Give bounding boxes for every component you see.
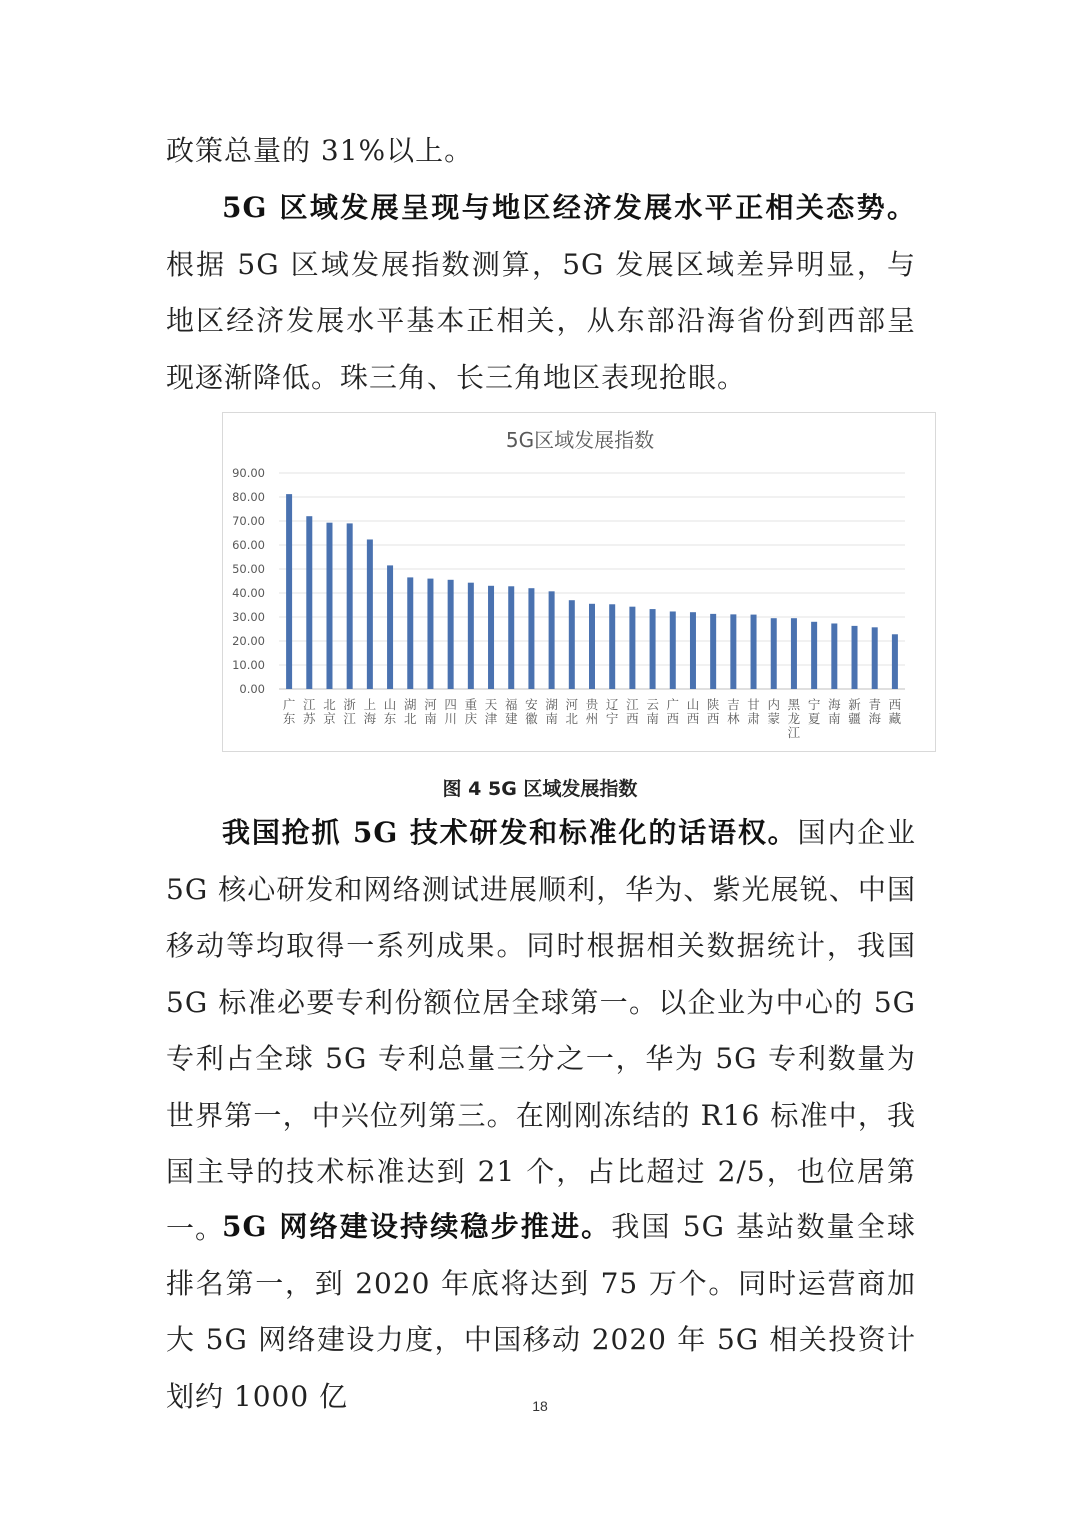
y-tick-label: 10.00 (232, 658, 265, 672)
x-category-label: 宁 (605, 711, 619, 726)
y-tick-label: 90.00 (232, 466, 265, 480)
page-number: 18 (532, 1398, 548, 1414)
x-category-label: 山 (686, 697, 700, 712)
bar-宁夏 (811, 622, 817, 689)
paragraph-2-lead: 5G 区域发展呈现与地区经济发展水平正相关态势。 (222, 191, 916, 224)
x-category-label: 广 (666, 697, 680, 712)
x-category-label: 藏 (888, 711, 902, 726)
x-category-label: 上 (363, 697, 377, 712)
bar-广东 (286, 494, 292, 689)
y-tick-label: 70.00 (232, 514, 265, 528)
chart-figure (222, 412, 936, 752)
x-category-label: 江 (303, 697, 316, 712)
x-category-label: 陕 (706, 697, 720, 712)
paragraph-2-text: 根据 5G 区域发展指数测算，5G 发展区域差异明显，与地区经济发展水平基本正相关，从东部沿海省份到西部呈现逐渐降低。珠三角、长三角地区表现抢眼。 (166, 247, 916, 394)
x-category-label: 辽 (605, 697, 619, 712)
paragraph-4-text: 我国 5G 基站数量全球排名第一，到 2020 年底将达到 75 万个。同时运营商加大 5G 网络建设力度，中国移动 2020 年 5G 相关投资计划约 1000 亿 (166, 1210, 916, 1413)
paragraph-2 (166, 180, 916, 406)
bar-云南 (650, 609, 656, 689)
x-category-label: 福 (504, 697, 518, 712)
paragraph-4-lead: 5G 网络建设持续稳步推进。 (222, 1210, 612, 1243)
bar-山东 (387, 565, 393, 689)
bar-西藏 (892, 634, 898, 689)
bar-四川 (448, 580, 454, 689)
x-category-label: 龙 (787, 711, 801, 726)
x-category-label: 四 (444, 697, 457, 712)
bar-黑龙江 (791, 618, 797, 689)
bar-河南 (427, 579, 433, 689)
x-category-label: 云 (646, 697, 659, 712)
x-category-label: 江 (626, 697, 639, 712)
x-category-label: 河 (565, 697, 579, 712)
x-axis-categories (283, 697, 902, 740)
x-category-label: 东 (282, 711, 296, 726)
bar-江西 (629, 607, 635, 689)
x-category-label: 建 (504, 711, 518, 726)
paragraph-1-text: 政策总量的 31%以上。 (166, 134, 474, 167)
x-category-label: 内 (767, 697, 780, 712)
x-category-label: 湖 (404, 697, 417, 712)
paragraph-3 (166, 805, 916, 1257)
bar-贵州 (589, 604, 595, 689)
x-category-label: 重 (464, 697, 478, 712)
x-category-label: 南 (424, 711, 437, 726)
x-category-label: 蒙 (767, 711, 780, 726)
bar-广西 (670, 611, 676, 689)
x-category-label: 南 (646, 711, 659, 726)
x-category-label: 北 (565, 711, 579, 726)
y-axis-ticks (232, 466, 265, 696)
x-category-label: 肃 (747, 711, 760, 726)
x-category-label: 海 (363, 711, 377, 726)
bar-安徽 (528, 588, 534, 689)
chart-title: 5G区域发展指数 (505, 428, 655, 452)
x-category-label: 海 (868, 711, 881, 726)
x-category-label: 西 (626, 711, 639, 726)
x-category-label: 苏 (303, 711, 316, 726)
x-category-label: 天 (484, 697, 498, 712)
bar-浙江 (347, 523, 353, 689)
x-category-label: 庆 (464, 711, 478, 726)
bar-青海 (872, 627, 878, 689)
x-category-label: 新 (848, 697, 861, 712)
x-category-label: 西 (888, 697, 902, 712)
y-tick-label: 60.00 (232, 538, 265, 552)
figure-caption: 图 4 5G 区域发展指数 (442, 778, 638, 800)
bar-陕西 (710, 614, 716, 689)
x-category-label: 黑 (787, 697, 801, 712)
x-category-label: 甘 (747, 697, 760, 712)
x-category-label: 广 (282, 697, 296, 712)
y-tick-label: 20.00 (232, 634, 265, 648)
x-category-label: 西 (686, 711, 700, 726)
bar-海南 (831, 623, 837, 689)
x-category-label: 浙 (343, 697, 356, 712)
x-category-label: 山 (383, 697, 397, 712)
x-category-label: 南 (545, 711, 558, 726)
y-tick-label: 80.00 (232, 490, 265, 504)
x-category-label: 州 (585, 711, 599, 726)
x-category-label: 安 (525, 697, 538, 712)
bar-江苏 (306, 516, 312, 689)
paragraph-1 (166, 123, 916, 180)
bar-湖北 (407, 577, 413, 689)
x-category-label: 吉 (727, 697, 740, 712)
bar-河北 (569, 600, 575, 689)
paragraph-4 (166, 1199, 916, 1425)
x-category-label: 津 (484, 711, 498, 726)
x-category-label: 川 (444, 711, 457, 726)
x-category-label: 疆 (848, 711, 861, 726)
x-category-label: 青 (868, 697, 881, 712)
x-category-label: 徽 (525, 711, 538, 726)
x-category-label: 京 (323, 711, 336, 726)
paragraph-3-lead: 我国抢抓 5G 技术研发和标准化的话语权。 (222, 816, 798, 849)
x-category-label: 林 (727, 711, 740, 726)
bar-上海 (367, 539, 373, 689)
y-tick-label: 0.00 (239, 682, 265, 696)
bar-新疆 (852, 626, 858, 689)
y-tick-label: 50.00 (232, 562, 265, 576)
y-tick-label: 40.00 (232, 586, 265, 600)
x-category-label: 南 (828, 711, 841, 726)
x-category-label: 海 (828, 697, 841, 712)
bars (286, 494, 898, 689)
x-category-label: 贵 (585, 697, 599, 712)
x-category-label: 夏 (807, 711, 821, 726)
bar-湖南 (549, 591, 555, 689)
paragraph-3-text: 国内企业 5G 核心研发和网络测试进展顺利，华为、紫光展锐、中国移动等均取得一系列成果。同时根据相关数据统计，我国 5G 标准必要专利份额位居全球第一。以企业为中心的 5G 专利占全球 5G 专利总量三分之一，华为 5G 专利数量为世界第一，中兴位列第三。在刚刚冻结的 R16 标准中，我国主导的技术标准达到 21 个，占比超过 2/5，也位居第一。 (166, 816, 916, 1245)
bar-chart (223, 413, 937, 753)
bar-吉林 (730, 614, 736, 689)
x-category-label: 东 (383, 711, 397, 726)
bar-辽宁 (609, 604, 615, 689)
y-tick-label: 30.00 (232, 610, 265, 624)
bar-福建 (508, 586, 514, 689)
bar-山西 (690, 612, 696, 689)
x-category-label: 河 (424, 697, 437, 712)
bar-甘肃 (751, 615, 757, 689)
x-category-label: 北 (323, 697, 336, 712)
bar-北京 (326, 523, 332, 689)
x-category-label: 西 (666, 711, 680, 726)
x-category-label: 北 (404, 711, 417, 726)
x-category-label: 江 (787, 725, 801, 740)
x-category-label: 西 (706, 711, 720, 726)
bar-重庆 (468, 583, 474, 689)
x-category-label: 湖 (545, 697, 558, 712)
bar-内蒙 (771, 618, 777, 689)
x-category-label: 宁 (807, 697, 821, 712)
bar-天津 (488, 586, 494, 689)
x-category-label: 江 (343, 711, 356, 726)
